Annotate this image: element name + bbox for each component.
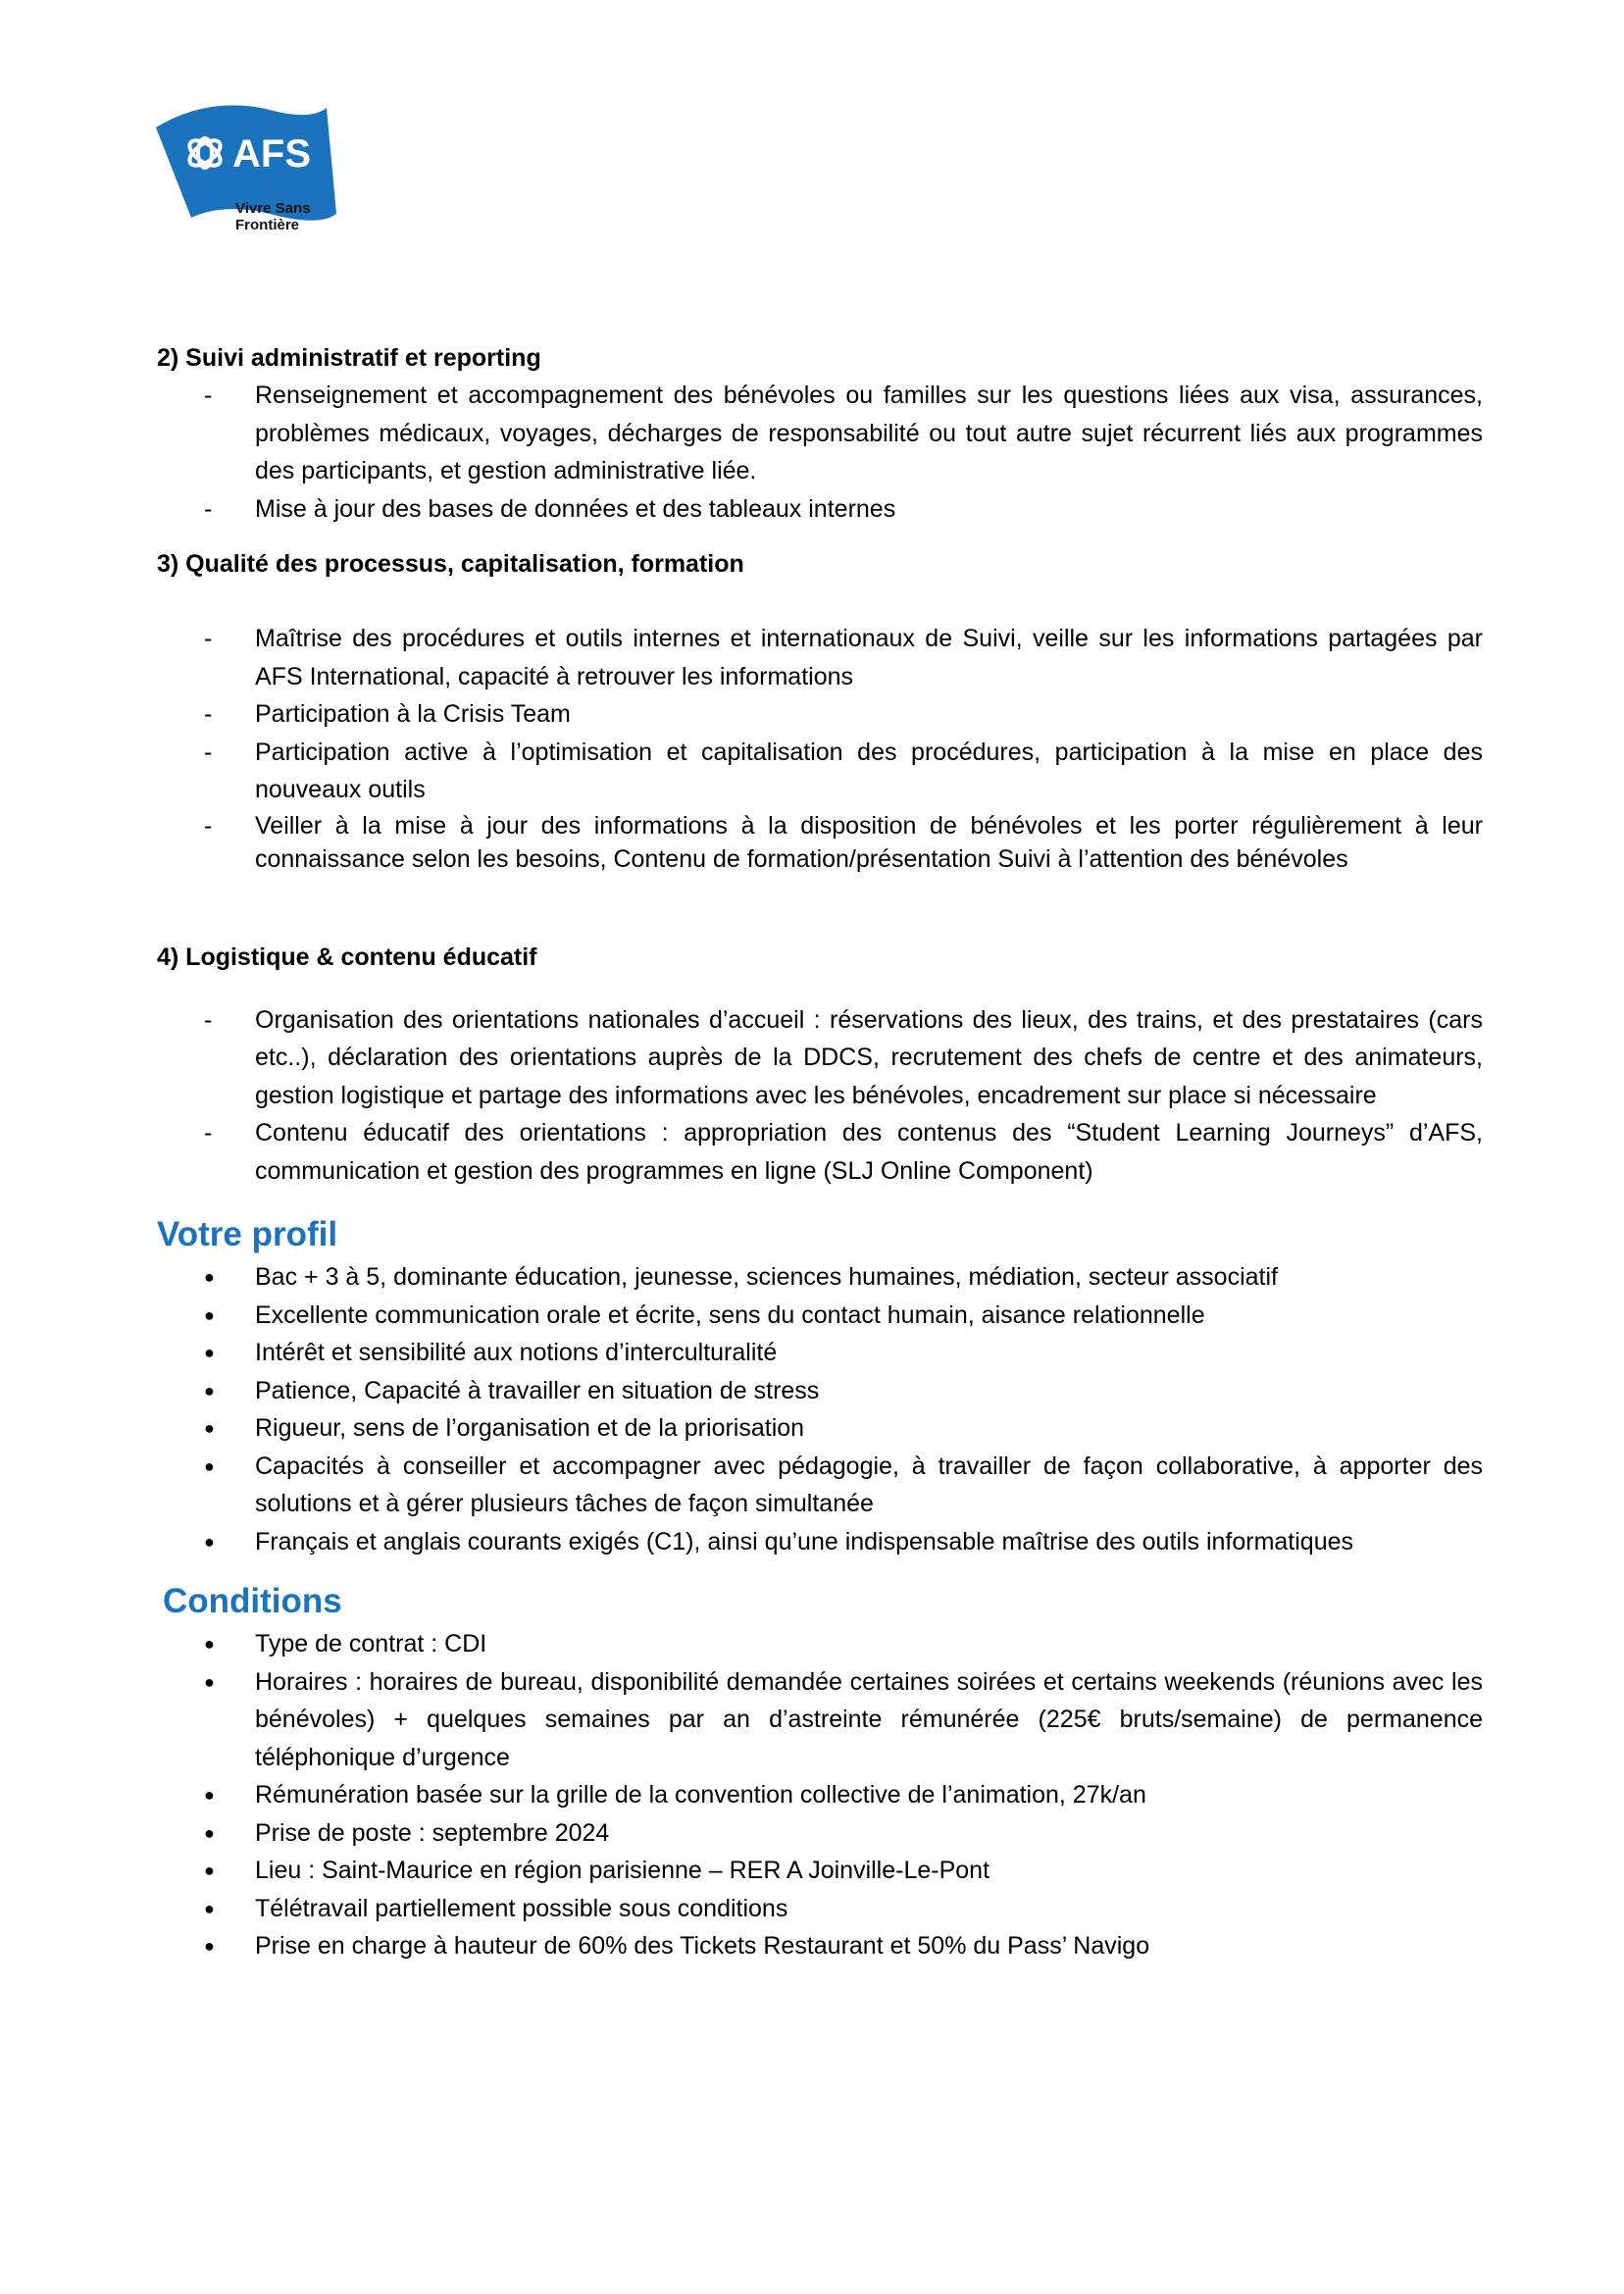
- dash-marker: -: [204, 1005, 213, 1034]
- dash-marker: -: [204, 700, 213, 728]
- section-heading-logistique: 4) Logistique & contenu éducatif: [157, 943, 537, 971]
- section-heading-qualite: 3) Qualité des processus, capitalisation, formation: [157, 550, 744, 578]
- bullet-marker: ●: [204, 1418, 215, 1438]
- bullet-marker: ●: [204, 1304, 215, 1325]
- list-item: ● Excellente communication orale et écrite, sens du contact humain, aisance relationnelle: [157, 1297, 1483, 1335]
- dash-marker: -: [204, 811, 213, 840]
- heading-conditions: Conditions: [163, 1582, 342, 1620]
- bullet-marker: ●: [204, 1267, 215, 1287]
- heading-votre-profil: Votre profil: [157, 1215, 338, 1253]
- list-item: ● Français et anglais courants exigés (C1), ainsi qu’une indispensable maîtrise des outils informatiques: [157, 1523, 1483, 1561]
- bullet-marker: ●: [204, 1380, 215, 1401]
- dash-marker: -: [204, 494, 213, 523]
- list-item: - Participation active à l’optimisation et capitalisation des procédures, participation à la mise en place des nouveaux outils: [157, 734, 1483, 809]
- logo-brand: AFS: [232, 132, 311, 176]
- logo-tagline-line2: Frontière: [235, 217, 300, 233]
- bullet-marker: ●: [204, 1861, 215, 1880]
- dash-marker: -: [204, 382, 213, 409]
- list-item: - Mise à jour des bases de données et des tableaux internes: [157, 490, 1483, 529]
- list-item: - Participation à la Crisis Team: [157, 695, 1483, 734]
- section-list-logistique: [157, 1001, 1483, 1191]
- list-item: - Renseignement et accompagnement des bénévoles ou familles sur les questions liées aux visa, assurances, problèmes médicaux, voyages, décharges de responsabilité ou tout autre sujet récurrent liés aux programmes des participants, et gestion administrative liée.: [157, 377, 1483, 490]
- section-list-qualite: [157, 620, 1483, 876]
- list-item: ● Rigueur, sens de l’organisation et de la priorisation: [157, 1409, 1483, 1448]
- list-item: - Maîtrise des procédures et outils internes et internationaux de Suivi, veille sur les informations partagées par AFS International, capacité à retrouver les informations: [157, 620, 1483, 695]
- list-item: ● Rémunération basée sur la grille de la convention collective de l’animation, 27k/an: [157, 1776, 1483, 1814]
- list-item: ● Intérêt et sensibilité aux notions d’interculturalité: [157, 1334, 1483, 1372]
- section-heading-suivi: 2) Suivi administratif et reporting: [157, 344, 541, 372]
- dash-marker: -: [204, 625, 213, 652]
- conditions-list: [157, 1625, 1483, 1965]
- bullet-marker: ●: [204, 1822, 215, 1843]
- list-item: - Veiller à la mise à jour des informations à la disposition de bénévoles et les porter régulièrement à leur connaissance selon les besoins, Contenu de formation/présentation Suivi à l’attention des bénévoles: [157, 809, 1483, 876]
- list-item: ● Type de contrat : CDI: [157, 1625, 1483, 1663]
- list-item: ● Lieu : Saint-Maurice en région parisienne – RER A Joinville-Le-Pont: [157, 1852, 1483, 1890]
- profil-list: [157, 1258, 1483, 1560]
- list-item: ● Capacités à conseiller et accompagner avec pédagogie, à travailler de façon collaborative, à apporter des solutions et à gérer plusieurs tâches de façon simultanée: [157, 1448, 1483, 1523]
- document-body: [157, 339, 1483, 1965]
- section-list-suivi: [157, 377, 1483, 528]
- bullet-marker: ●: [204, 1343, 215, 1362]
- list-item: ● Horaires : horaires de bureau, disponibilité demandée certaines soirées et certains weekends (réunions avec les bénévoles) + quelques semaines par an d’astreinte rémunérée (225€ bruts/semaine) de permanence téléphonique d’urgence: [157, 1663, 1483, 1777]
- afs-logo: [152, 98, 338, 245]
- list-item: - Organisation des orientations nationales d’accueil : réservations des lieux, des trains, et des prestataires (cars etc..), déclaration des orientations auprès de la DDCS, recrutement des chefs de centre et des animateurs, gestion logistique et partage des informations avec les bénévoles, encadrement sur place si nécessaire: [157, 1001, 1483, 1115]
- bullet-marker: ●: [204, 1455, 215, 1476]
- list-item: ● Prise en charge à hauteur de 60% des Tickets Restaurant et 50% du Pass’ Navigo: [157, 1927, 1483, 1965]
- dash-marker: -: [204, 1119, 213, 1147]
- bullet-marker: ●: [204, 1785, 215, 1805]
- list-item: ● Télétravail partiellement possible sous conditions: [157, 1890, 1483, 1928]
- bullet-marker: ●: [204, 1671, 215, 1692]
- logo-tagline: [235, 200, 310, 233]
- bullet-marker: ●: [204, 1898, 215, 1918]
- logo-tagline-line1: Vivre Sans: [235, 200, 311, 217]
- bullet-marker: ●: [204, 1634, 215, 1654]
- bullet-marker: ●: [204, 1936, 215, 1956]
- list-item: - Contenu éducatif des orientations : appropriation des contenus des “Student Learning Journeys” d’AFS, communication et gestion des programmes en ligne (SLJ Online Component): [157, 1114, 1483, 1190]
- list-item: ● Prise de poste : septembre 2024: [157, 1814, 1483, 1853]
- bullet-marker: ●: [204, 1531, 215, 1552]
- list-item: ● Bac + 3 à 5, dominante éducation, jeunesse, sciences humaines, médiation, secteur associatif: [157, 1258, 1483, 1297]
- dash-marker: -: [204, 738, 213, 766]
- list-item: ● Patience, Capacité à travailler en situation de stress: [157, 1372, 1483, 1410]
